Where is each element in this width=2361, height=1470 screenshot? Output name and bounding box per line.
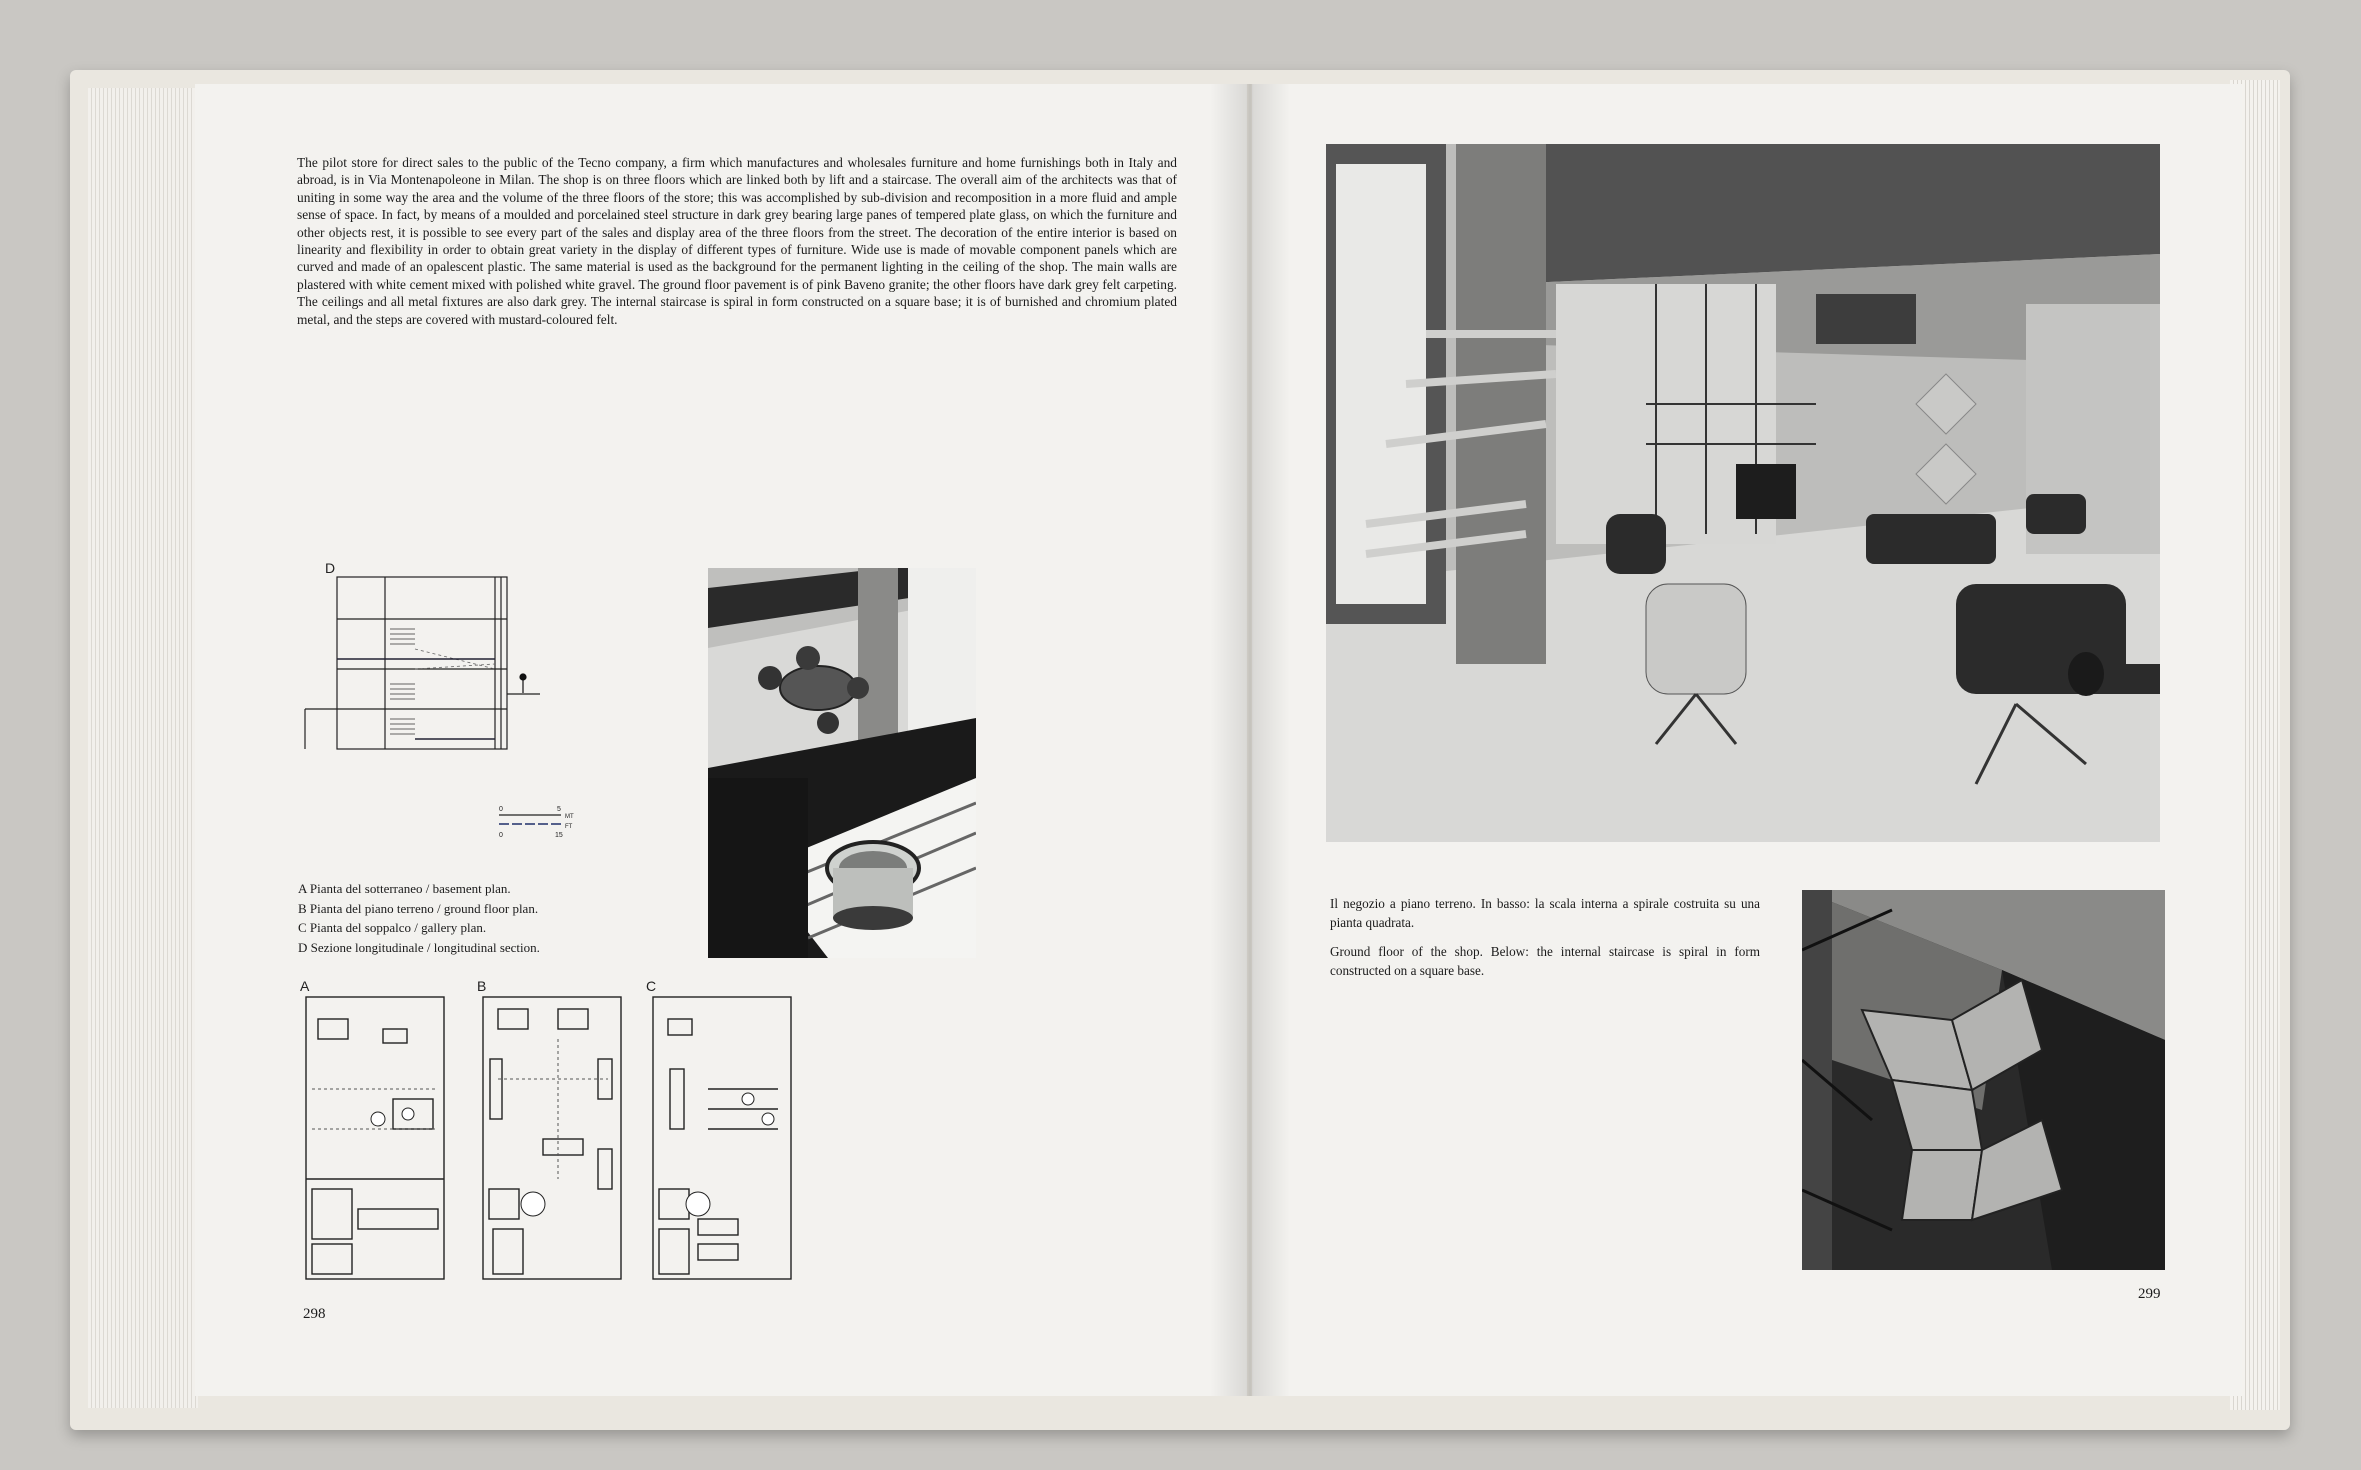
scale-unit-mt: MT — [565, 814, 574, 820]
longitudinal-section-drawing — [295, 559, 555, 759]
left-page — [195, 84, 1247, 1396]
section-label: D — [325, 560, 336, 576]
legend-item-b: B Pianta del piano terreno / ground floor plan. — [298, 900, 539, 916]
overhead-interior-photo — [708, 568, 976, 958]
plan-legend — [298, 879, 658, 957]
page-number-left: 298 — [303, 1306, 326, 1322]
photo-caption — [1330, 894, 1760, 990]
caption-italian: Il negozio a piano terreno. In basso: la scala interna a spirale costruita su una pianta quadrata. — [1330, 896, 1760, 931]
plan-label-b: B — [477, 979, 487, 994]
spiral-staircase-photo — [1802, 890, 2165, 1270]
scale-bar — [495, 804, 595, 844]
scale-fifteen-ft: 15 — [555, 832, 563, 839]
scale-unit-ft: FT — [565, 824, 573, 830]
scale-five-mt: 5 — [557, 806, 561, 813]
ground-floor-photo — [1326, 144, 2160, 842]
plan-label-a: A — [300, 979, 310, 994]
legend-item-a: A Pianta del sotterraneo / basement plan. — [298, 881, 511, 896]
page-number-right: 299 — [2138, 1286, 2161, 1302]
legend-item-d: D Sezione longitudinale / longitudinal section. — [298, 939, 540, 955]
right-page — [1252, 84, 2242, 1396]
article-body-text: The pilot store for direct sales to the public of the Tecno company, a firm which manufactures and wholesales furniture and home furnishings both in Italy and abroad, is in Via Montenapoleone in Milan. The shop is on three floors which are linked both by lift and a staircase. The overall aim of the architects was that of uniting in some way the area and the volume of the three floors of the store; this was accomplished by sub-division and recomposition in a more fluid and ample sense of space. In fact, by means of a moulded and porcelained steel structure in dark grey bearing large panes of tempered plate glass, on which the furniture and other objects rest, it is possible to see every part of the sales and display area of the three floors from the street. The decoration of the entire interior is based on linearity and flexibility in order to obtain great variety in the display of different types of furniture. Wide use is made of movable component panels which are curved and made of an opalescent plastic. The same material is used as the background for the permanent lighting in the ceiling of the shop. The main walls are plastered with white cement mixed with polished white gravel. The ground floor pavement is of pink Baveno granite; the other floors have dark grey felt carpeting. The ceilings and all metal fixtures are also dark grey. The internal staircase is spiral in form constructed on a square base; it is of burnished and chromium plated metal, and the steps are covered with mustard-coloured felt. — [297, 155, 1177, 327]
floor-plans — [298, 979, 808, 1284]
caption-english: Ground floor of the shop. Below: the internal staircase is spiral in form constructed on a square base. — [1330, 943, 1760, 979]
legend-item-c: C Pianta del soppalco / gallery plan. — [298, 920, 487, 935]
scale-zero-ft: 0 — [499, 832, 503, 839]
plan-label-c: C — [646, 979, 657, 994]
scale-zero-mt: 0 — [499, 806, 503, 813]
page-edges-left — [88, 88, 198, 1408]
